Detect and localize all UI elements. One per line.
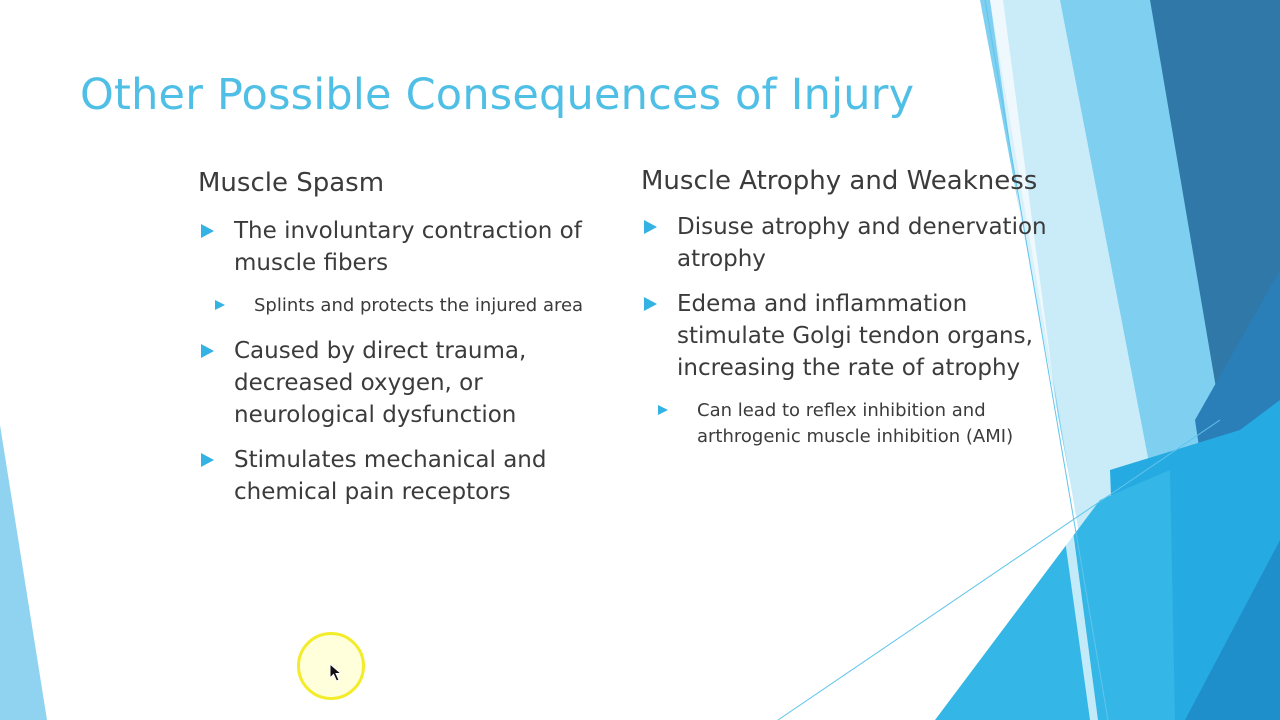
mouse-pointer-icon [329,663,343,683]
bullet-item [198,215,608,279]
muscle-spasm-bullets [198,215,608,508]
sub-bullet-item [655,398,1071,449]
bullet-triangle-icon [644,220,657,234]
bullet-triangle-icon [201,344,214,358]
bullet-item [641,288,1071,384]
bullet-triangle-icon [644,297,657,311]
bullet-triangle-icon [201,224,214,238]
left-edge-shape [0,425,47,720]
slide-title: Other Possible Consequences of Injury [80,70,915,120]
muscle-spasm-column [198,168,608,508]
facet-bottom-left [935,470,1175,720]
bullet-item [198,335,608,431]
muscle-atrophy-heading: Muscle Atrophy and Weakness [641,166,1038,196]
bullet-item [641,211,1071,275]
muscle-spasm-heading: Muscle Spasm [198,168,385,198]
muscle-atrophy-bullets [641,211,1071,449]
bullet-text: Stimulates mechanical and chemical pain receptors [234,446,547,505]
bullet-text: Disuse atrophy and denervation atrophy [677,214,1047,272]
muscle-atrophy-column [641,166,1071,449]
bullet-triangle-icon [201,453,214,467]
sub-bullet-text: Splints and protects the injured area [254,295,584,316]
bullet-triangle-icon [658,405,668,415]
bullet-text: The involuntary contraction of muscle fibers [234,218,582,276]
bullet-text: Edema and inflammation stimulate Golgi tendon organs, increasing the rate of atrophy [677,291,1033,381]
bullet-triangle-icon [215,300,225,310]
sub-bullet-item [212,293,608,319]
sub-bullet-text: Can lead to reflex inhibition and arthrogenic muscle inhibition (AMI) [697,400,1014,447]
bullet-text: Caused by direct trauma, decreased oxygen, or neurological dysfunction [234,337,527,428]
bullet-item [198,444,608,508]
